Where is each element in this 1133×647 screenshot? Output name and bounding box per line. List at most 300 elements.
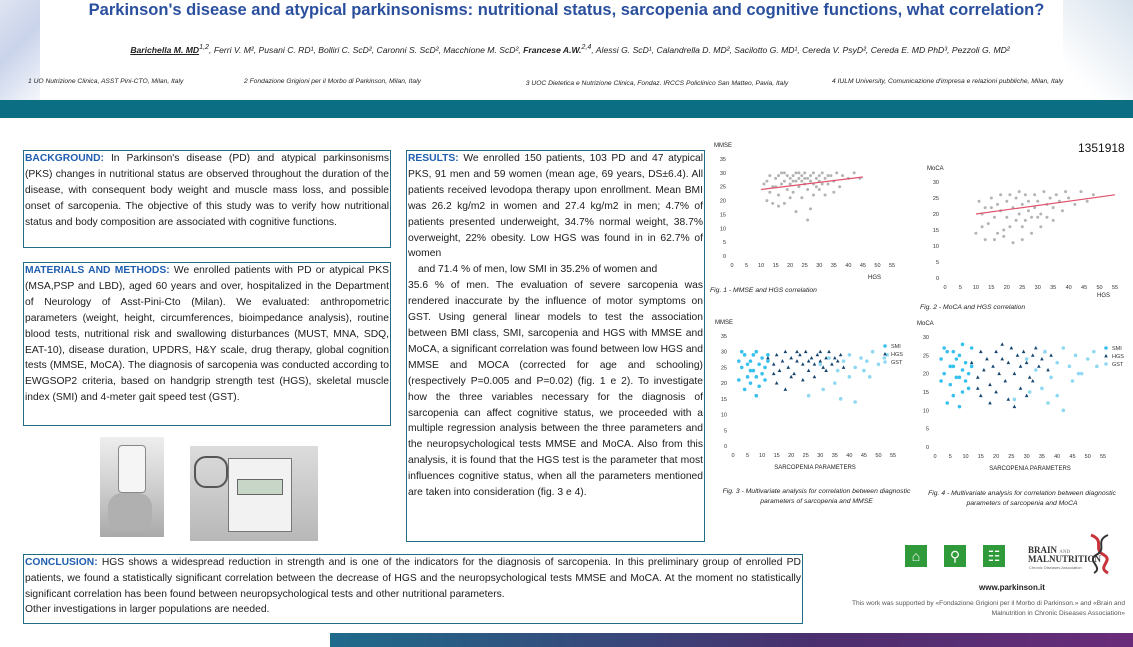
- legend-marker: [883, 360, 887, 364]
- data-point: [803, 177, 806, 180]
- data-point-smi: [958, 405, 962, 409]
- data-point-hgs: [1000, 357, 1004, 360]
- y-tick-label: 5: [722, 240, 726, 247]
- data-point-hgs: [994, 350, 998, 353]
- logo-line3: Chronic Diseases Association: [1029, 565, 1082, 570]
- y-axis-label: MMSE: [715, 320, 733, 326]
- data-point: [800, 180, 803, 183]
- data-point-hgs: [1010, 346, 1014, 349]
- data-point-gst: [1061, 409, 1065, 413]
- data-point-hgs: [1049, 353, 1053, 356]
- y-tick-label: 25: [932, 196, 939, 202]
- data-point: [786, 188, 789, 191]
- data-point-gst: [853, 400, 857, 404]
- data-point-smi: [942, 372, 946, 376]
- data-point: [841, 174, 844, 177]
- x-tick-label: 30: [1034, 285, 1041, 291]
- legend-label: GST: [1112, 362, 1124, 368]
- conclusion-text-2: Other investigations in larger populations are needed.: [25, 604, 270, 616]
- data-point: [800, 174, 803, 177]
- caption-fig2: Fig. 2 - MoCA and HGS correlation: [920, 304, 1026, 311]
- y-tick-label: 25: [720, 365, 727, 372]
- x-tick-label: 25: [802, 453, 809, 459]
- caption-fig4: Fig. 4 - Multivariate analysis for correlation between diagnostic parameters of sarcopenia and MoCA: [928, 490, 1116, 507]
- data-point: [827, 182, 830, 185]
- data-point-smi: [967, 372, 971, 376]
- data-point: [768, 191, 771, 194]
- x-tick-label: 35: [1050, 285, 1057, 291]
- data-point: [1030, 232, 1033, 235]
- background-box: [23, 150, 391, 248]
- data-point: [832, 191, 835, 194]
- data-point: [1036, 216, 1039, 219]
- data-point-hgs: [979, 394, 983, 397]
- data-point: [1055, 193, 1058, 196]
- data-point-hgs: [1028, 375, 1032, 378]
- data-point-smi: [749, 369, 753, 373]
- legend-label: GST: [891, 360, 903, 366]
- x-tick-label: 35: [831, 453, 838, 459]
- data-point-gst: [1025, 357, 1029, 361]
- data-point-smi: [749, 381, 753, 385]
- data-point: [1021, 225, 1024, 228]
- data-point-smi: [743, 353, 747, 357]
- data-point-hgs: [804, 350, 808, 353]
- data-point: [1005, 200, 1008, 203]
- data-point: [789, 182, 792, 185]
- data-point: [1030, 216, 1033, 219]
- data-point-hgs: [1000, 342, 1004, 345]
- data-point-hgs: [1025, 394, 1029, 397]
- data-point: [1092, 193, 1095, 196]
- data-point-gst: [868, 375, 872, 379]
- data-point-gst: [1043, 350, 1047, 354]
- data-point-hgs: [795, 350, 799, 353]
- data-point-gst: [827, 356, 831, 360]
- data-point: [1052, 219, 1055, 222]
- device-shape: [228, 458, 292, 532]
- data-point: [999, 193, 1002, 196]
- data-point: [777, 205, 780, 208]
- x-tick-label: 20: [788, 453, 795, 459]
- support-note: This work was supported by «Fondazione Grigioni per il Morbo di Parkinson.» and «Brain and Malnutrition in Chronic Diseases Association»: [851, 600, 1125, 617]
- data-point-smi: [961, 390, 965, 394]
- x-tick-label: 20: [993, 454, 1000, 460]
- x-tick-label: 25: [1019, 285, 1026, 291]
- data-point-hgs: [1013, 405, 1017, 408]
- data-point-hgs: [772, 362, 776, 365]
- x-tick-label: 45: [859, 263, 866, 269]
- data-point: [993, 238, 996, 241]
- caption-fig3: Fig. 3 - Multivariate analysis for correlation between diagnostic parameters of sarcopenia and MMSE: [722, 488, 911, 505]
- data-point: [809, 207, 812, 210]
- data-point-hgs: [821, 365, 825, 368]
- x-tick-label: 50: [1084, 454, 1091, 460]
- brain-malnutrition-logo: [1028, 545, 1118, 575]
- legend-marker: [1104, 362, 1108, 366]
- data-point-hgs: [784, 350, 788, 353]
- methods-box: [23, 262, 391, 426]
- results-text-3: 35.6 % of men. The evaluation of severe sarcopenia was rendered inaccurate by the influence of motor symptoms on GST. Using general linear models to test the association between BMI class, SMI, sarcopenia and HGS with MMSE and MoCA, a significant correlation was found between low HGS and MMSE and MOCA (corrected for age and schooling) (respectively P=0.005 and P=0.02) (fig. 1 e 2). To investigate how the three variables necessary for the diagnosis of sarcopenia can affect cognitive status, we proceeded with a multiple regression analysis between the three parameters and the neuropsychological tests MMSE and MoCA. Also from this analysis, it is found that the HGS test is the parameter that most influences cognitive status, when all the parameters mentioned are taken into consideration (fig. 3 e 4).: [408, 280, 703, 499]
- data-point-gst: [862, 369, 866, 373]
- data-point-hgs: [775, 353, 779, 356]
- affiliation-3: 3 UOC Dietetica e Nutrizione Clinica, Fondaz. IRCCS Policlinico San Matteo, Pavia, Italy: [525, 80, 789, 87]
- data-point: [812, 171, 815, 174]
- data-point-gst: [839, 397, 843, 401]
- data-point: [821, 171, 824, 174]
- chart-fig3-mmse-sarcopenia: [705, 318, 910, 478]
- data-point-smi: [760, 372, 764, 376]
- data-point-smi: [757, 384, 761, 388]
- data-point-hgs: [813, 362, 817, 365]
- dynamometer-shape: [118, 445, 146, 493]
- data-point-smi: [752, 353, 756, 357]
- x-tick-label: 30: [817, 453, 824, 459]
- data-point: [1064, 190, 1067, 193]
- data-point-gst: [1049, 376, 1053, 380]
- data-point-smi: [970, 365, 974, 369]
- data-point: [835, 171, 838, 174]
- x-tick-label: 0: [933, 454, 937, 460]
- data-point-smi: [749, 359, 753, 363]
- y-tick-label: 5: [925, 426, 929, 433]
- x-tick-label: 35: [830, 263, 837, 269]
- data-point-hgs: [839, 353, 843, 356]
- data-point-hgs: [836, 359, 840, 362]
- y-tick-label: 35: [720, 334, 727, 340]
- data-point: [996, 203, 999, 206]
- data-point: [806, 218, 809, 221]
- data-point-hgs: [1013, 372, 1017, 375]
- y-tick-label: 30: [922, 335, 929, 341]
- x-tick-label: 40: [846, 453, 853, 459]
- data-point-smi: [955, 357, 959, 361]
- data-point-gst: [1086, 357, 1090, 361]
- y-tick-label: 15: [932, 228, 939, 234]
- data-point: [765, 180, 768, 183]
- person-exit-icon: ⚲: [944, 545, 966, 567]
- data-point-hgs: [772, 372, 776, 375]
- data-point-gst: [1077, 372, 1081, 376]
- x-tick-label: 10: [962, 454, 969, 460]
- data-point-hgs: [807, 369, 811, 372]
- data-point-smi: [964, 361, 968, 365]
- affiliation-4: 4 IULM University, Comunicazione d'impresa e relazioni pubbliche, Milan, Italy: [832, 78, 1064, 85]
- data-point: [1061, 209, 1064, 212]
- y-tick-label: 0: [722, 254, 726, 260]
- data-point-smi: [740, 350, 744, 354]
- data-point: [809, 180, 812, 183]
- data-point: [815, 177, 818, 180]
- data-point-gst: [833, 381, 837, 385]
- data-point-smi: [945, 401, 949, 405]
- y-tick-label: 0: [723, 444, 727, 450]
- x-tick-label: 20: [1003, 285, 1010, 291]
- data-point-hgs: [789, 375, 793, 378]
- data-point: [1002, 229, 1005, 232]
- data-point-hgs: [795, 359, 799, 362]
- data-point-smi: [967, 387, 971, 391]
- data-point: [1024, 193, 1027, 196]
- data-point-smi: [958, 376, 962, 380]
- x-tick-label: 40: [845, 263, 852, 269]
- y-tick-label: 25: [719, 184, 726, 191]
- data-point: [978, 200, 981, 203]
- data-point: [1002, 235, 1005, 238]
- y-tick-label: 30: [719, 170, 726, 177]
- data-point: [795, 180, 798, 183]
- affiliation-2: 2 Fondazione Grigioni per il Morbo di Parkinson, Milan, Italy: [244, 78, 421, 85]
- data-point-smi: [766, 359, 770, 363]
- y-tick-label: 5: [935, 260, 939, 266]
- data-point-hgs: [976, 386, 980, 389]
- device-screen: [237, 479, 283, 495]
- y-tick-label: 35: [719, 157, 726, 163]
- x-tick-label: 5: [958, 285, 962, 291]
- chart-fig1-mmse-hgs: [705, 145, 900, 295]
- x-tick-label: 20: [787, 263, 794, 269]
- data-point: [1046, 216, 1049, 219]
- data-point-smi: [763, 378, 767, 382]
- data-point: [792, 180, 795, 183]
- data-point-hgs: [801, 362, 805, 365]
- data-point: [1018, 213, 1021, 216]
- data-point: [809, 174, 812, 177]
- x-tick-label: 0: [730, 263, 734, 269]
- data-point-hgs: [1022, 350, 1026, 353]
- data-point-hgs: [824, 369, 828, 372]
- data-point-hgs: [991, 364, 995, 367]
- data-point-hgs: [1003, 379, 1007, 382]
- data-point: [1021, 203, 1024, 206]
- author-first-sup: 1,2: [199, 43, 210, 51]
- data-point: [1027, 200, 1030, 203]
- data-point-hgs: [781, 359, 785, 362]
- data-point-hgs: [833, 356, 837, 359]
- data-point: [981, 225, 984, 228]
- data-point-hgs: [766, 356, 770, 359]
- data-point: [812, 194, 815, 197]
- data-point-hgs: [807, 359, 811, 362]
- data-point: [990, 197, 993, 200]
- data-point: [1033, 193, 1036, 196]
- x-axis-label: HGS: [1096, 293, 1110, 299]
- data-point-gst: [821, 388, 825, 392]
- data-point: [1027, 209, 1030, 212]
- data-point-gst: [848, 375, 852, 379]
- data-point: [774, 177, 777, 180]
- data-point: [1049, 197, 1052, 200]
- data-point-hgs: [1046, 368, 1050, 371]
- x-tick-label: 0: [943, 285, 947, 291]
- data-point-hgs: [818, 359, 822, 362]
- y-tick-label: 20: [932, 212, 939, 218]
- data-point-hgs: [970, 361, 974, 364]
- data-point-smi: [961, 368, 965, 372]
- data-point-hgs: [988, 383, 992, 386]
- data-point-hgs: [818, 350, 822, 353]
- author-rest: Ferri V. M², Pusani C. RD¹, Bolliri C. ScD², Caronni S. ScD², Macchione M. ScD²,: [213, 44, 524, 55]
- conclusion-box: [23, 554, 803, 624]
- data-point-gst: [1055, 394, 1059, 398]
- data-point: [1042, 190, 1045, 193]
- data-point: [1005, 216, 1008, 219]
- x-tick-label: 0: [731, 453, 735, 459]
- data-point: [806, 188, 809, 191]
- data-point-hgs: [982, 368, 986, 371]
- data-point: [780, 171, 783, 174]
- data-point-smi: [964, 379, 968, 383]
- data-point: [974, 232, 977, 235]
- data-point-hgs: [985, 357, 989, 360]
- data-point-hgs: [810, 356, 814, 359]
- y-axis-label: MoCA: [917, 321, 934, 327]
- data-point-hgs: [1019, 386, 1023, 389]
- y-tick-label: 20: [719, 198, 726, 205]
- y-tick-label: 30: [720, 349, 727, 356]
- legend-label: HGS: [891, 352, 903, 358]
- data-point: [1039, 213, 1042, 216]
- data-point: [1080, 190, 1083, 193]
- data-point-smi: [948, 383, 952, 387]
- data-point-smi: [737, 378, 741, 382]
- data-point: [806, 177, 809, 180]
- data-point: [765, 199, 768, 202]
- data-point: [792, 174, 795, 177]
- data-point-gst: [859, 356, 863, 360]
- x-tick-label: 15: [977, 454, 984, 460]
- data-point-smi: [958, 354, 962, 358]
- legend-marker: [1104, 354, 1108, 357]
- data-point: [795, 171, 798, 174]
- data-point-hgs: [778, 369, 782, 372]
- data-point-gst: [882, 356, 886, 360]
- x-tick-label: 5: [746, 453, 750, 459]
- conclusion-heading: CONCLUSION:: [25, 557, 98, 568]
- data-point: [838, 185, 841, 188]
- x-tick-label: 15: [988, 285, 995, 291]
- data-point-gst: [1046, 401, 1050, 405]
- y-tick-label: 15: [922, 390, 929, 396]
- x-tick-label: 15: [772, 263, 779, 269]
- data-point-gst: [1092, 350, 1096, 354]
- data-point: [1008, 225, 1011, 228]
- y-tick-label: 5: [723, 428, 727, 435]
- data-point: [777, 194, 780, 197]
- data-point-gst: [1055, 361, 1059, 365]
- data-point-gst: [1040, 387, 1044, 391]
- data-point-smi: [743, 388, 747, 392]
- data-point-hgs: [1031, 353, 1035, 356]
- data-point-gst: [807, 394, 811, 398]
- data-point-smi: [754, 375, 758, 379]
- data-point-hgs: [1025, 361, 1029, 364]
- y-tick-label: 0: [925, 445, 929, 451]
- data-point: [990, 206, 993, 209]
- data-point-gst: [818, 362, 822, 366]
- data-point: [996, 232, 999, 235]
- author-first: Barichella M. MD: [130, 44, 200, 55]
- data-point: [783, 180, 786, 183]
- data-point-gst: [871, 350, 875, 354]
- author-bold: Francese A.W.: [523, 44, 582, 55]
- data-point-hgs: [786, 365, 790, 368]
- background-text: In Parkinson's disease (PD) and atypical parkinsonisms (PKS) changes in nutritional status are observed throughout the duration of the disease, with consequent body weight and muscle mass loss, and possible onset of sarcopenia. The objective of this study was to verify how nutritional status and body composition are associated with cognitive functions.: [25, 153, 389, 228]
- data-point: [1052, 206, 1055, 209]
- data-point-gst: [1068, 365, 1072, 369]
- background-heading: BACKGROUND:: [25, 153, 104, 164]
- data-point-smi: [763, 366, 767, 370]
- abstract-code: 1351918: [1078, 141, 1125, 155]
- data-point-hgs: [813, 375, 817, 378]
- x-tick-label: 5: [948, 454, 952, 460]
- data-point-smi: [945, 350, 949, 354]
- data-point: [1067, 197, 1070, 200]
- data-point: [783, 202, 786, 205]
- handgrip-photo: [100, 437, 164, 537]
- x-tick-label: 45: [1069, 454, 1076, 460]
- data-point: [797, 185, 800, 188]
- x-tick-label: 35: [1038, 454, 1045, 460]
- poster-title: Parkinson's disease and atypical parkinsonisms: nutritional status, sarcopenia and cognitive functions, what correlation?: [88, 1, 1045, 19]
- data-point-hgs: [801, 378, 805, 381]
- x-tick-label: 50: [875, 453, 882, 459]
- x-tick-label: 10: [758, 263, 765, 269]
- data-point: [815, 185, 818, 188]
- x-tick-label: 10: [972, 285, 979, 291]
- results-heading: RESULTS:: [408, 153, 459, 164]
- data-point: [1073, 203, 1076, 206]
- header-band: [0, 100, 1133, 118]
- legend-label: SMI: [891, 344, 901, 350]
- data-point-hgs: [979, 350, 983, 353]
- website-link[interactable]: www.parkinson.it: [979, 583, 1045, 592]
- author-bold-sup: 2,4: [581, 43, 592, 51]
- data-point: [1015, 219, 1018, 222]
- data-point: [1012, 241, 1015, 244]
- data-point: [993, 216, 996, 219]
- bioimpedance-photo: [190, 446, 318, 541]
- y-tick-label: 30: [932, 180, 939, 186]
- data-point: [777, 174, 780, 177]
- x-tick-label: 40: [1065, 285, 1072, 291]
- data-point: [984, 206, 987, 209]
- data-point-hgs: [997, 372, 1001, 375]
- data-point-gst: [836, 369, 840, 373]
- data-point-smi: [746, 375, 750, 379]
- y-tick-label: 10: [922, 408, 929, 415]
- x-tick-label: 50: [874, 263, 881, 269]
- data-point-hgs: [1031, 379, 1035, 382]
- y-tick-label: 25: [922, 353, 929, 360]
- data-point: [763, 182, 766, 185]
- data-point-gst: [1074, 354, 1078, 358]
- legend-label: SMI: [1112, 346, 1122, 352]
- data-point-hgs: [1016, 353, 1020, 356]
- data-point-hgs: [830, 362, 834, 365]
- data-point-gst: [1028, 390, 1032, 394]
- data-point: [987, 222, 990, 225]
- data-point: [1024, 219, 1027, 222]
- data-point: [803, 171, 806, 174]
- x-axis-label: HGS: [867, 275, 881, 281]
- data-point-hgs: [1007, 397, 1011, 400]
- data-point: [800, 196, 803, 199]
- data-point: [786, 174, 789, 177]
- x-tick-label: 55: [889, 453, 897, 459]
- data-point-hgs: [784, 387, 788, 390]
- data-point-hgs: [798, 353, 802, 356]
